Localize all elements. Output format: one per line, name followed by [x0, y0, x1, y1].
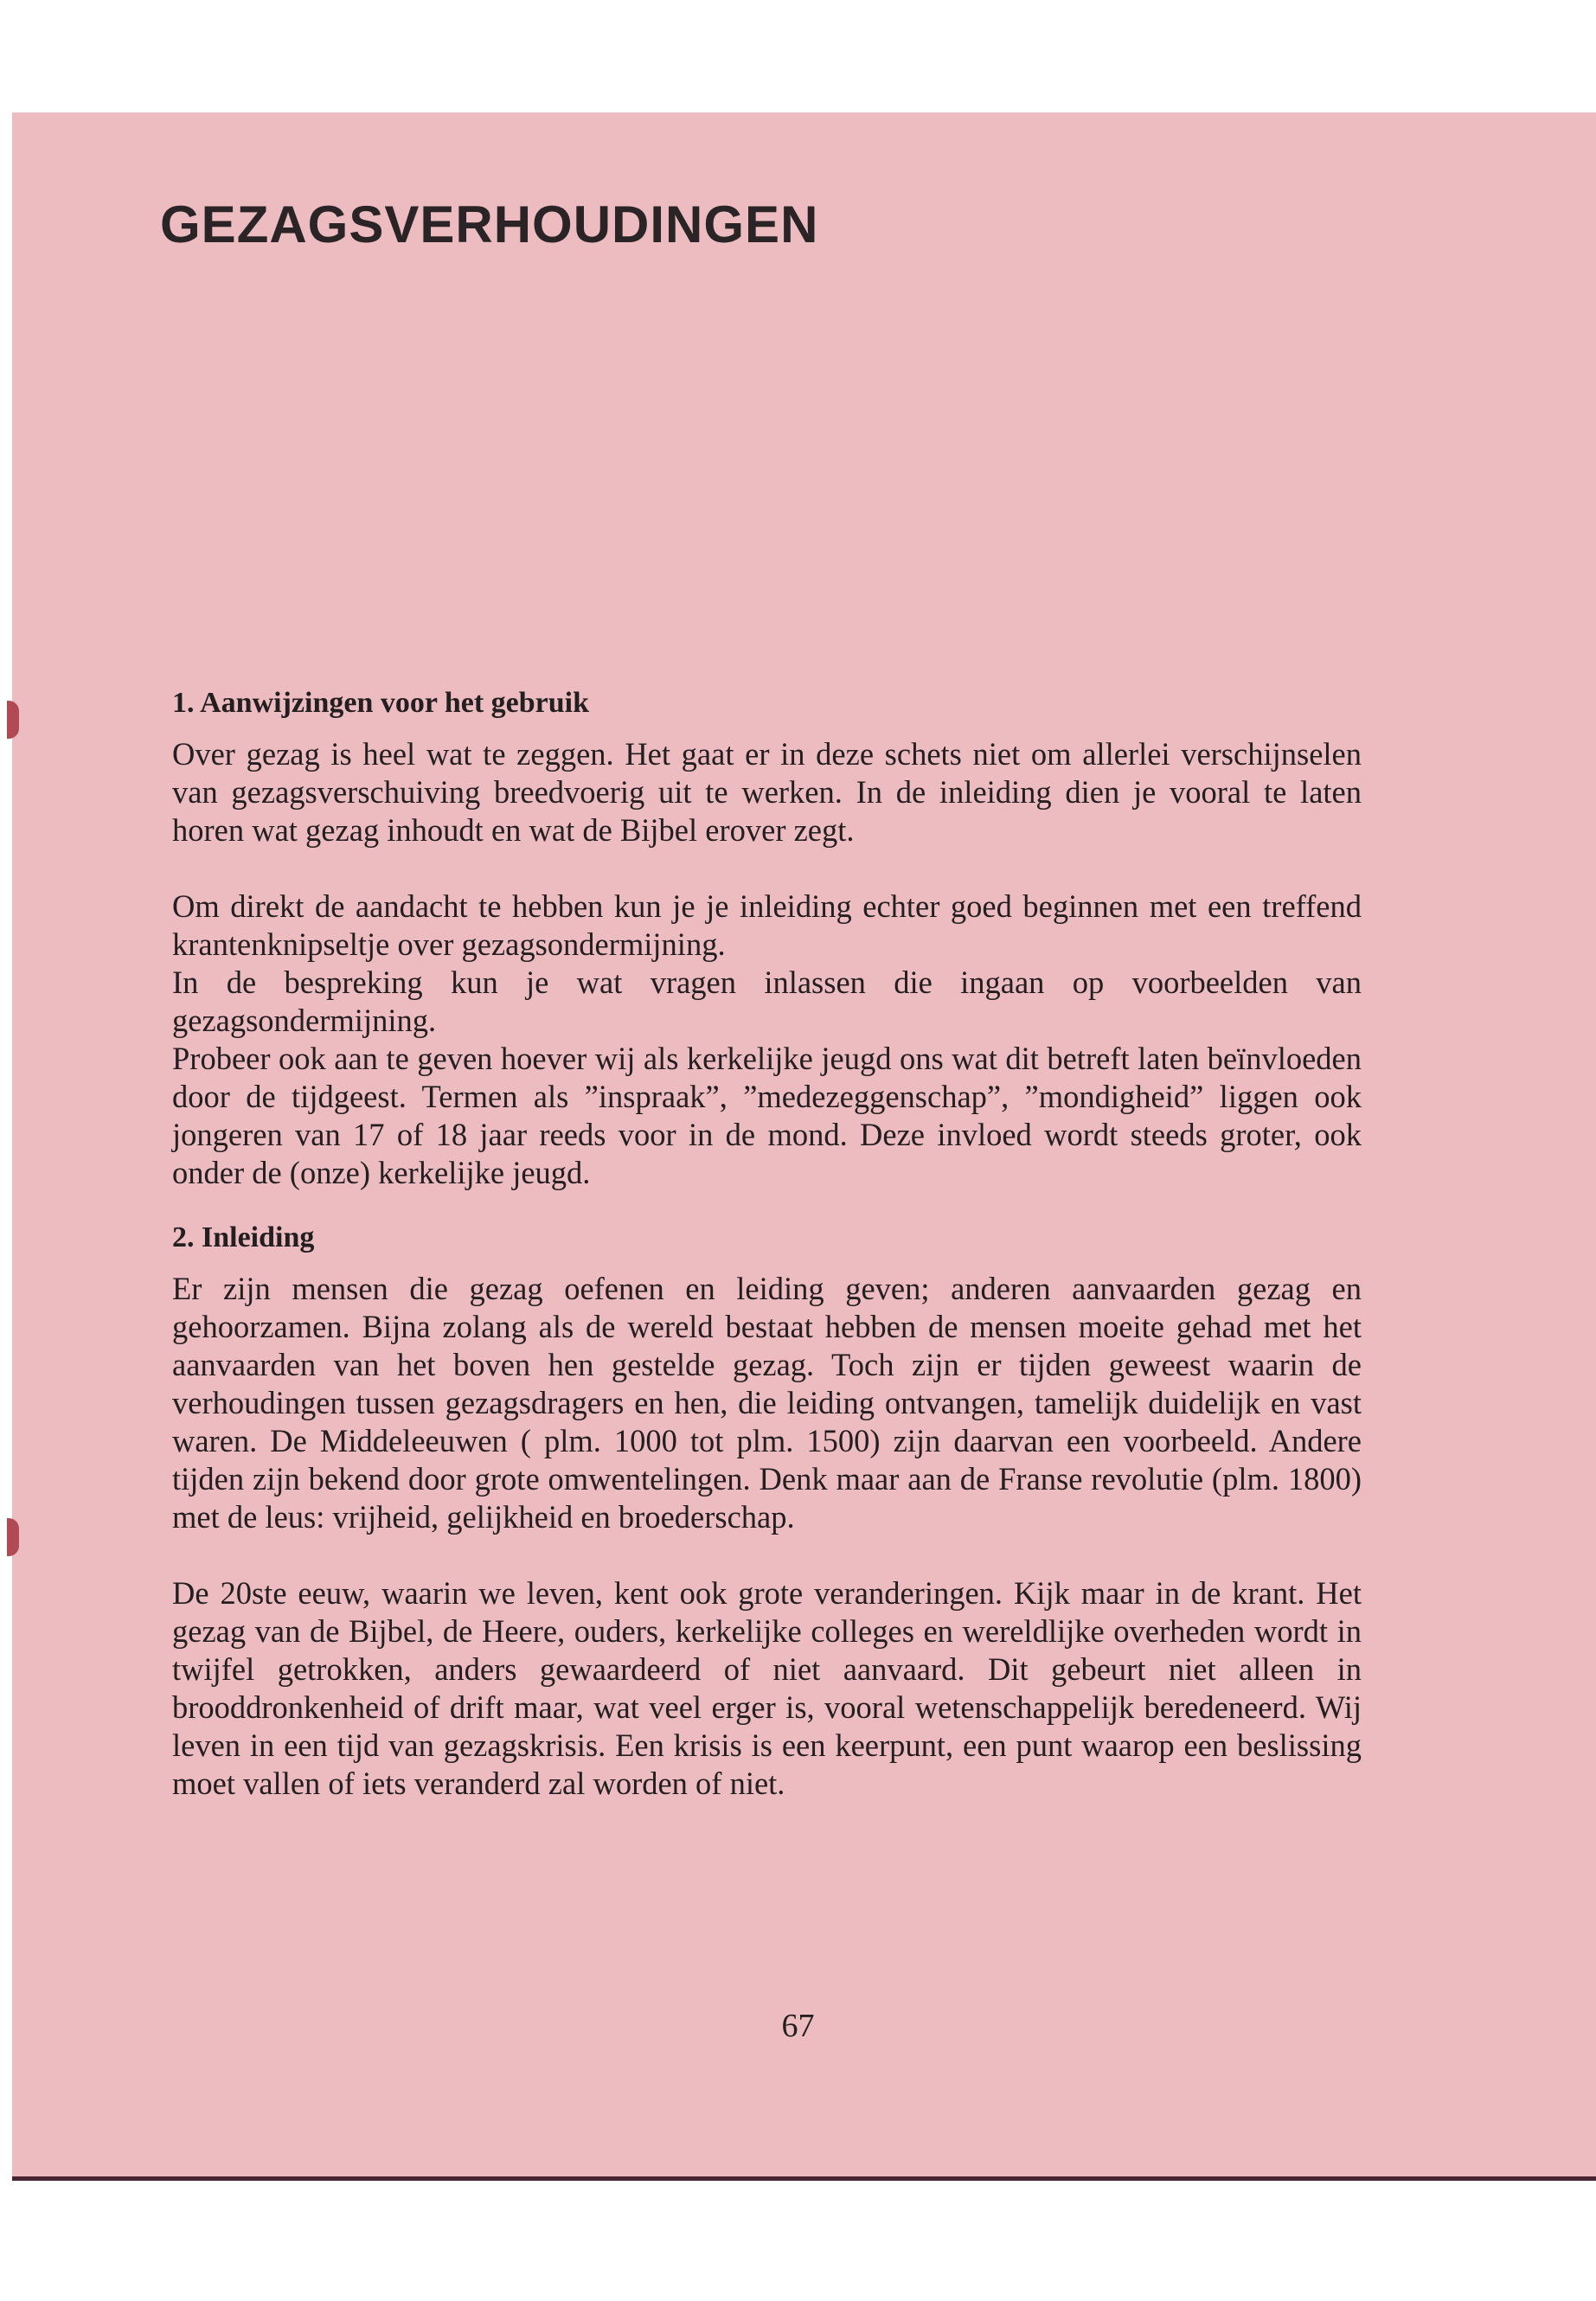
binder-hole-mark: [7, 1518, 19, 1556]
section-heading-usage: 1. Aanwijzingen voor het gebruik: [172, 687, 590, 719]
page-body: [172, 683, 1362, 1803]
paragraph: In de bespreking kun je wat vragen inlassen die ingaan op voorbeelden van gezagsondermijning.: [172, 965, 1362, 1038]
paragraph: Over gezag is heel wat te zeggen. Het gaat er in deze schets niet om allerlei verschijnselen van gezagsverschuiving breedvoerig uit te werken. In de inleiding dien je vooral te laten horen wat gezag inhoudt en wat de Bijbel erover zegt.: [172, 736, 1362, 848]
paragraph: De 20ste eeuw, waarin we leven, kent ook grote veranderingen. Kijk maar in de krant. Het gezag van de Bijbel, de Heere, ouders, kerkelijke colleges en wereldlijke overheden wordt in twijfel getrokken, anders gewaardeerd of niet aanvaard. Dit gebeurt niet alleen in brooddronkenheid of drift maar, wat veel erger is, vooral wetenschappelijk beredeneerd. Wij leven in een tijd van gezagskrisis. Een krisis is een keerpunt, een punt waarop een beslissing moet vallen of iets veranderd zal worden of niet.: [172, 1575, 1362, 1801]
binder-hole-mark: [7, 701, 19, 739]
page-title: GEZAGSVERHOUDINGEN: [160, 195, 819, 253]
paragraph: Probeer ook aan te geven hoever wij als kerkelijke jeugd ons wat dit betreft laten beïnvloeden door de tijdgeest. Termen als ”inspraak”, ”medezeggenschap”, ”mondigheid” liggen ook jongeren van 17 of 18 jaar reeds voor in de mond. Deze invloed wordt steeds groter, ook onder de (onze) kerkelijke jeugd.: [172, 1041, 1362, 1190]
section-heading-introduction: 2. Inleiding: [172, 1221, 315, 1253]
page-bottom-edge: [12, 2176, 1596, 2181]
page-number: 67: [781, 2008, 815, 2044]
paragraph: Er zijn mensen die gezag oefenen en leiding geven; anderen aanvaarden gezag en gehoorzamen. Bijna zolang als de wereld bestaat hebben de mensen moeite gehad met het aanvaarden van het boven hen gestelde gezag. Toch zijn er tijden geweest waarin de verhoudingen tussen gezagsdragers en hen, die leiding ontvangen, tamelijk duidelijk en vast waren. De Middeleeuwen ( plm. 1000 tot plm. 1500) zijn daarvan een voorbeeld. Andere tijden zijn bekend door grote omwentelingen. Denk maar aan de Franse revolutie (plm. 1800) met de leus: vrijheid, gelijkheid en broederschap.: [172, 1271, 1362, 1535]
paragraph: Om direkt de aandacht te hebben kun je je inleiding echter goed beginnen met een treffend krantenknipseltje over gezagsondermijning.: [172, 888, 1362, 962]
